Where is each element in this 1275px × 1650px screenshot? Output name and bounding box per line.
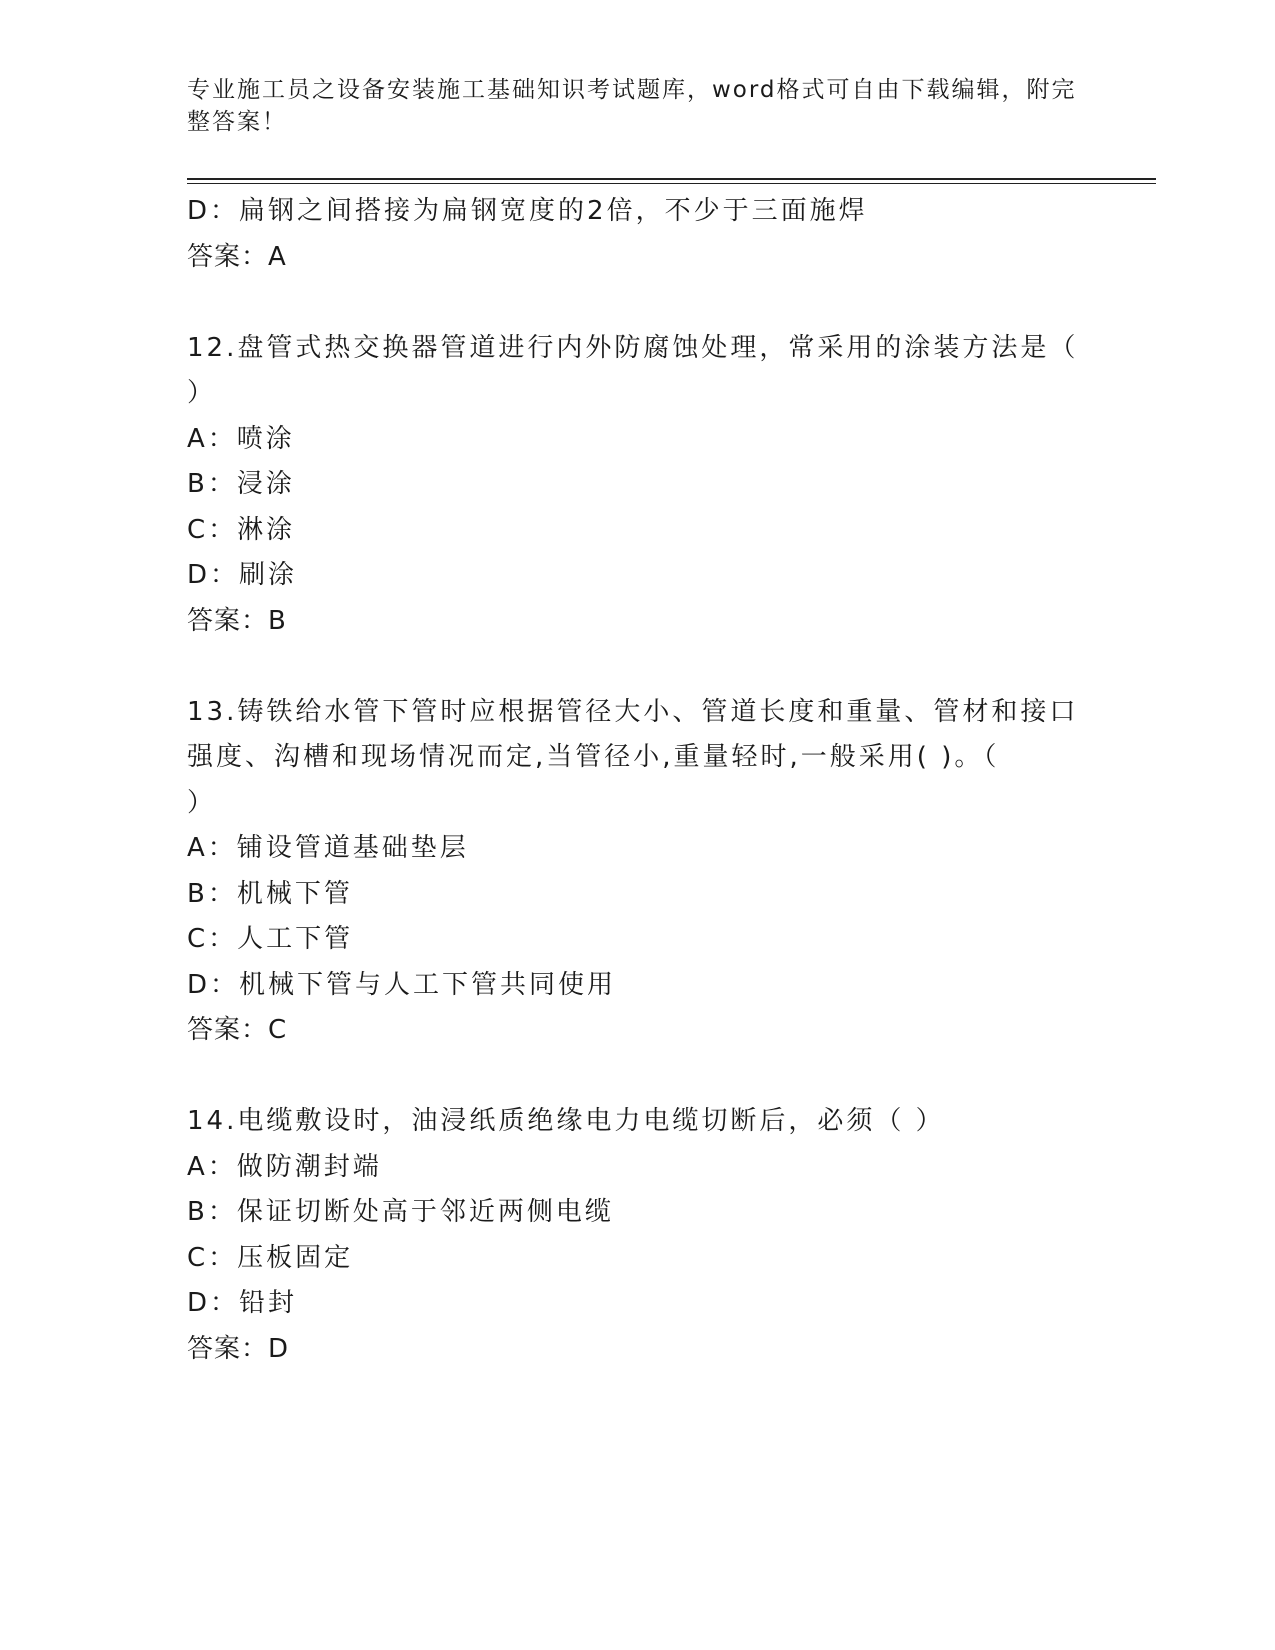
question-14 — [187, 1099, 1087, 1372]
option-c: C：压板固定 — [187, 1242, 354, 1273]
header-line-1: 专业施工员之设备安装施工基础知识考试题库，word格式可自由下载编辑，附完 — [187, 77, 1077, 103]
answer-line: 答案：C — [187, 1015, 288, 1045]
document-body — [187, 189, 1087, 1372]
option-d: D：扁钢之间搭接为扁钢宽度的2倍，不少于三面施焊 — [187, 196, 868, 226]
header-divider-thick — [187, 178, 1156, 180]
option-d: D：刷涂 — [187, 560, 298, 590]
document-header — [187, 74, 1087, 138]
answer-line: 答案：B — [187, 605, 287, 636]
header-line-2: 整答案！ — [187, 109, 287, 135]
option-a: A：喷涂 — [187, 423, 295, 454]
answer-line: 答案：D — [187, 1333, 290, 1364]
spacer — [187, 644, 1087, 690]
previous-question-tail — [187, 189, 1087, 280]
option-a: A：做防潮封端 — [187, 1151, 382, 1182]
question-text: 强度、沟槽和现场情况而定,当管径小,重量轻时,一般采用( )。（ — [187, 742, 1000, 772]
option-d: D：铅封 — [187, 1288, 298, 1318]
option-b: B：浸涂 — [187, 469, 295, 499]
question-text: 13.铸铁给水管下管时应根据管径大小、管道长度和重量、管材和接口 — [187, 696, 1079, 727]
question-text: ） — [187, 787, 217, 818]
option-b: B：机械下管 — [187, 878, 353, 909]
option-a: A：铺设管道基础垫层 — [187, 833, 469, 863]
option-b: B：保证切断处高于邻近两侧电缆 — [187, 1197, 614, 1227]
option-c: C：人工下管 — [187, 924, 354, 954]
spacer — [187, 1054, 1087, 1100]
spacer — [187, 280, 1087, 326]
option-c: C：淋涂 — [187, 514, 296, 545]
answer-line: 答案：A — [187, 241, 287, 272]
question-13 — [187, 690, 1087, 1054]
option-d: D：机械下管与人工下管共同使用 — [187, 969, 617, 1000]
question-text: 12.盘管式热交换器管道进行内外防腐蚀处理，常采用的涂装方法是（ — [187, 332, 1079, 363]
question-text: 14.电缆敷设时，油浸纸质绝缘电力电缆切断后，必须（ ） — [187, 1106, 945, 1136]
question-12 — [187, 326, 1087, 645]
question-text: ） — [187, 378, 217, 408]
header-divider-thin — [187, 183, 1156, 184]
